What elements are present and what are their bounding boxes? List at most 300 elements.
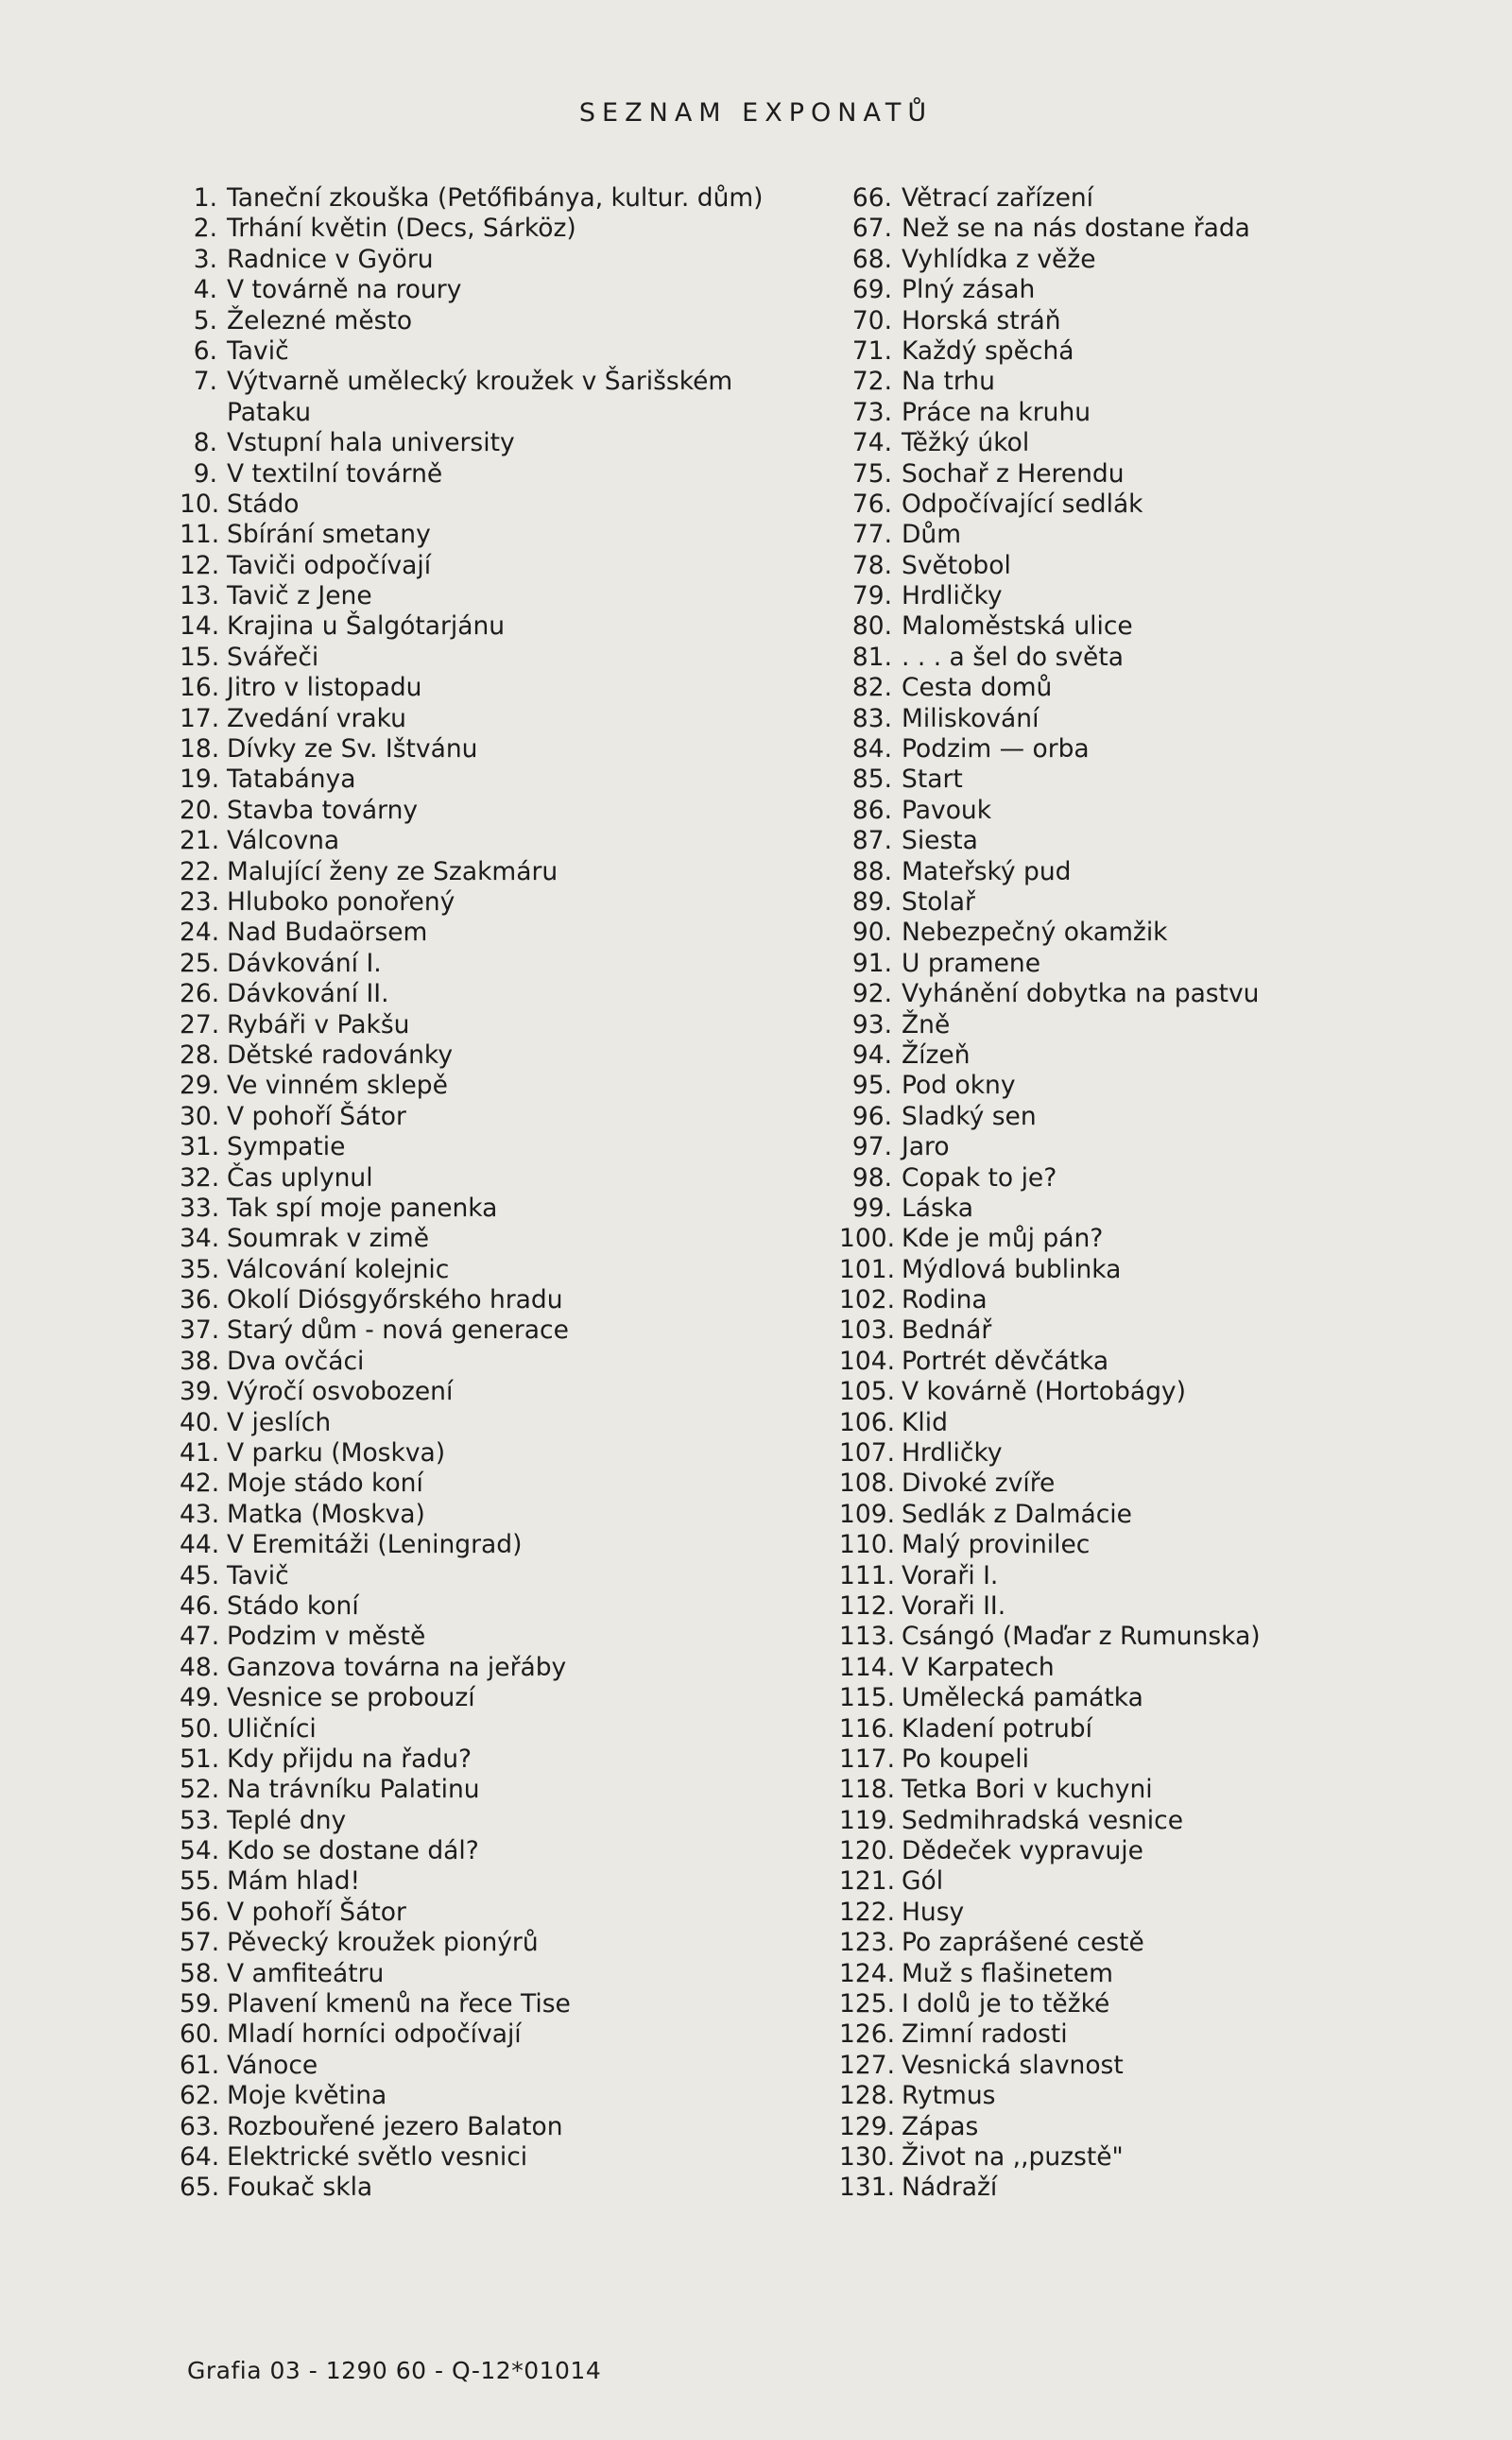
list-item bbox=[839, 918, 1501, 948]
item-number: 80. bbox=[851, 611, 892, 642]
item-title: Hluboko ponořený bbox=[227, 886, 455, 917]
list-item bbox=[839, 490, 1501, 520]
list-item bbox=[839, 1806, 1501, 1836]
item-number: 130. bbox=[839, 2142, 896, 2172]
list-item bbox=[180, 1775, 841, 1805]
item-title: Válcování kolejnic bbox=[227, 1254, 450, 1284]
item-number: 31. bbox=[180, 1132, 220, 1162]
list-item bbox=[839, 551, 1501, 581]
item-number: 108. bbox=[839, 1469, 896, 1499]
item-title: Klid bbox=[902, 1407, 948, 1437]
list-item bbox=[839, 2173, 1501, 2203]
item-title: Po zaprášené cestě bbox=[902, 1928, 1144, 1958]
item-number: 25. bbox=[180, 948, 220, 978]
item-title: Vánoce bbox=[227, 2050, 318, 2080]
list-item bbox=[839, 1315, 1501, 1346]
item-title: Ganzova továrna na jeřáby bbox=[227, 1652, 567, 1682]
item-title: Csángó (Maďar z Rumunska) bbox=[902, 1622, 1261, 1652]
item-title: Rodina bbox=[902, 1285, 988, 1315]
list-item bbox=[839, 428, 1501, 458]
item-title: Radnice v Györu bbox=[227, 244, 434, 274]
list-item bbox=[839, 643, 1501, 673]
list-item bbox=[180, 1530, 841, 1560]
list-item bbox=[180, 2019, 841, 2050]
item-number: 45. bbox=[180, 1560, 220, 1590]
item-title: Taviči odpočívají bbox=[227, 550, 432, 580]
list-item bbox=[180, 2051, 841, 2081]
item-number: 82. bbox=[851, 673, 892, 703]
item-title: Světobol bbox=[902, 550, 1011, 580]
list-item bbox=[839, 1102, 1501, 1132]
list-item bbox=[180, 1469, 841, 1499]
list-item bbox=[839, 1347, 1501, 1377]
item-title: Vesnice se probouzí bbox=[227, 1683, 475, 1713]
item-title: Pavouk bbox=[902, 795, 992, 825]
item-title: Kdy přijdu na řadu? bbox=[227, 1744, 472, 1774]
item-number: 120. bbox=[839, 1836, 896, 1866]
item-title: Siesta bbox=[902, 826, 978, 856]
item-number: 99. bbox=[851, 1193, 892, 1223]
list-item bbox=[180, 1408, 841, 1438]
list-item bbox=[180, 2112, 841, 2142]
list-item bbox=[180, 1744, 841, 1775]
list-item bbox=[180, 1989, 841, 2019]
list-item bbox=[180, 1315, 841, 1346]
item-title: V amfiteátru bbox=[227, 1958, 385, 1988]
list-item bbox=[839, 520, 1501, 550]
item-title: Tavič bbox=[227, 1560, 289, 1590]
list-item bbox=[839, 857, 1501, 887]
list-item bbox=[839, 1653, 1501, 1683]
item-title: Sedmihradská vesnice bbox=[902, 1805, 1184, 1835]
item-number: 117. bbox=[839, 1744, 896, 1774]
item-number: 47. bbox=[180, 1622, 220, 1652]
item-number: 38. bbox=[180, 1346, 220, 1376]
item-number: 1. bbox=[193, 183, 217, 213]
item-title: Rytmus bbox=[902, 2081, 996, 2111]
list-item bbox=[180, 1010, 841, 1040]
list-item bbox=[180, 1285, 841, 1315]
item-number: 69. bbox=[851, 275, 892, 305]
item-title: Trhání květin (Decs, Sárköz) bbox=[227, 214, 576, 244]
item-number: 112. bbox=[839, 1590, 896, 1621]
item-number: 32. bbox=[180, 1162, 220, 1193]
item-number: 84. bbox=[851, 734, 892, 765]
list-item bbox=[839, 1408, 1501, 1438]
item-title: Horská stráň bbox=[902, 305, 1061, 335]
item-title: I dolů je to těžké bbox=[902, 1989, 1110, 2019]
item-title: Malující ženy ze Szakmáru bbox=[227, 856, 558, 886]
item-number: 123. bbox=[839, 1928, 896, 1958]
item-number: 125. bbox=[839, 1989, 896, 2019]
list-item bbox=[180, 1377, 841, 1407]
exhibit-list-right bbox=[839, 183, 1501, 2204]
list-item bbox=[839, 734, 1501, 765]
item-title: Železné město bbox=[227, 305, 413, 335]
list-item bbox=[180, 796, 841, 826]
item-number: 102. bbox=[839, 1285, 896, 1315]
list-item bbox=[839, 979, 1501, 1009]
item-number: 104. bbox=[839, 1346, 896, 1376]
item-title: V pohoří Šátor bbox=[227, 1101, 406, 1131]
list-item bbox=[180, 183, 841, 214]
item-title: Miliskování bbox=[902, 703, 1040, 733]
item-title: Divoké zvíře bbox=[902, 1469, 1056, 1499]
item-title: Podzim v městě bbox=[227, 1622, 426, 1652]
item-number: 74. bbox=[851, 428, 892, 458]
item-title: V textilní továrně bbox=[227, 458, 443, 489]
item-number: 52. bbox=[180, 1775, 220, 1805]
list-item bbox=[839, 2019, 1501, 2050]
item-title: Bednář bbox=[902, 1315, 992, 1346]
item-title: Než se na nás dostane řada bbox=[902, 214, 1250, 244]
item-title: Čas uplynul bbox=[227, 1162, 373, 1193]
list-item bbox=[180, 367, 841, 397]
item-number: 9. bbox=[193, 458, 217, 489]
list-item bbox=[180, 1040, 841, 1071]
item-number: 118. bbox=[839, 1775, 896, 1805]
item-title: U pramene bbox=[902, 948, 1040, 978]
item-number: 11. bbox=[180, 520, 220, 550]
item-title: Výročí osvobození bbox=[227, 1377, 454, 1407]
list-item bbox=[180, 1132, 841, 1162]
list-item bbox=[180, 1959, 841, 1989]
item-title: Uličníci bbox=[227, 1713, 317, 1744]
list-item bbox=[839, 367, 1501, 397]
item-title: Copak to je? bbox=[902, 1162, 1057, 1193]
item-number: 87. bbox=[851, 826, 892, 856]
list-item bbox=[180, 490, 841, 520]
list-item bbox=[180, 1806, 841, 1836]
item-number: 5. bbox=[193, 305, 217, 335]
item-number: 119. bbox=[839, 1805, 896, 1835]
list-item bbox=[839, 1285, 1501, 1315]
item-number: 57. bbox=[180, 1928, 220, 1958]
list-item bbox=[180, 643, 841, 673]
item-number: 68. bbox=[851, 244, 892, 274]
item-number: 101. bbox=[839, 1254, 896, 1284]
item-title: Dům bbox=[902, 520, 962, 550]
list-item bbox=[180, 1866, 841, 1897]
item-number: 86. bbox=[851, 795, 892, 825]
item-number: 71. bbox=[851, 335, 892, 366]
item-title: Tavič z Jene bbox=[227, 581, 372, 611]
item-number: 28. bbox=[180, 1040, 220, 1070]
item-title: Soumrak v zimě bbox=[227, 1224, 430, 1254]
item-number: 88. bbox=[851, 856, 892, 886]
item-title: Práce na kruhu bbox=[902, 397, 1091, 427]
list-item bbox=[839, 1866, 1501, 1897]
item-number: 100. bbox=[839, 1224, 896, 1254]
item-title: Každý spěchá bbox=[902, 335, 1074, 366]
item-title: Dva ovčáci bbox=[227, 1346, 365, 1376]
item-title: Sympatie bbox=[227, 1132, 346, 1162]
item-number: 110. bbox=[839, 1530, 896, 1560]
item-title: Taneční zkouška (Petőfibánya, kultur. dům) bbox=[227, 183, 764, 213]
item-number: 21. bbox=[180, 826, 220, 856]
list-item bbox=[839, 611, 1501, 642]
list-item bbox=[839, 1071, 1501, 1101]
item-number: 60. bbox=[180, 2019, 220, 2050]
item-title: Zvedání vraku bbox=[227, 703, 406, 733]
list-item bbox=[180, 1622, 841, 1652]
item-title: Stádo bbox=[227, 489, 300, 519]
item-number: 131. bbox=[839, 2173, 896, 2203]
item-number: 113. bbox=[839, 1622, 896, 1652]
list-item bbox=[180, 1163, 841, 1194]
item-title: Život na ,,puzstě" bbox=[902, 2142, 1124, 2172]
list-item bbox=[180, 949, 841, 979]
item-number: 49. bbox=[180, 1683, 220, 1713]
item-title: Dědeček vypravuje bbox=[902, 1836, 1143, 1866]
list-item bbox=[180, 887, 841, 918]
item-title: Svářeči bbox=[227, 642, 319, 672]
list-item bbox=[839, 1469, 1501, 1499]
item-number: 24. bbox=[180, 918, 220, 948]
item-title: Start bbox=[902, 765, 963, 795]
list-item bbox=[839, 704, 1501, 734]
item-number: 3. bbox=[193, 244, 217, 274]
item-title: V parku (Moskva) bbox=[227, 1438, 446, 1469]
list-item bbox=[180, 765, 841, 795]
list-item bbox=[839, 2112, 1501, 2142]
print-imprint: Grafia 03 - 1290 60 - Q-12*01014 bbox=[187, 2357, 602, 2384]
item-number: 4. bbox=[193, 275, 217, 305]
item-number: 59. bbox=[180, 1989, 220, 2019]
item-number: 85. bbox=[851, 765, 892, 795]
list-item bbox=[180, 673, 841, 703]
item-title: Dávkování II. bbox=[227, 979, 389, 1009]
list-item bbox=[180, 1102, 841, 1132]
list-item bbox=[180, 459, 841, 490]
item-title: Pěvecký kroužek pionýrů bbox=[227, 1928, 539, 1958]
item-number: 26. bbox=[180, 979, 220, 1009]
list-item bbox=[180, 1836, 841, 1866]
item-title: Vyhlídka z věže bbox=[902, 244, 1096, 274]
item-number: 95. bbox=[851, 1071, 892, 1101]
item-number: 30. bbox=[180, 1101, 220, 1131]
list-item bbox=[180, 275, 841, 305]
item-title: V pohoří Šátor bbox=[227, 1897, 406, 1927]
item-number: 61. bbox=[180, 2050, 220, 2080]
item-title: Tatabánya bbox=[227, 765, 356, 795]
list-item bbox=[180, 1714, 841, 1744]
item-number: 114. bbox=[839, 1652, 896, 1682]
page-title: SEZNAM EXPONATŮ bbox=[578, 98, 934, 128]
item-number: 40. bbox=[180, 1407, 220, 1437]
item-number: 2. bbox=[193, 214, 217, 244]
item-title: Tavič bbox=[227, 335, 289, 366]
list-item bbox=[839, 398, 1501, 428]
item-number: 66. bbox=[851, 183, 892, 213]
list-item bbox=[839, 1500, 1501, 1530]
item-number: 55. bbox=[180, 1866, 220, 1897]
list-item bbox=[839, 1683, 1501, 1713]
item-title: Starý dům - nová generace bbox=[227, 1315, 569, 1346]
item-number: 14. bbox=[180, 611, 220, 642]
item-title: Kladení potrubí bbox=[902, 1713, 1092, 1744]
item-title: Cesta domů bbox=[902, 673, 1053, 703]
item-number: 73. bbox=[851, 397, 892, 427]
item-title: Láska bbox=[902, 1193, 973, 1223]
item-number: 54. bbox=[180, 1836, 220, 1866]
item-title: Portrét děvčátka bbox=[902, 1346, 1109, 1376]
item-number: 43. bbox=[180, 1499, 220, 1529]
item-title: Žízeň bbox=[902, 1040, 971, 1070]
item-number: 124. bbox=[839, 1958, 896, 1988]
item-number: 8. bbox=[193, 428, 217, 458]
list-item bbox=[839, 1714, 1501, 1744]
list-item bbox=[180, 1438, 841, 1469]
item-number: 122. bbox=[839, 1897, 896, 1927]
item-number: 76. bbox=[851, 489, 892, 519]
list-item bbox=[180, 704, 841, 734]
list-item bbox=[839, 765, 1501, 795]
list-item bbox=[839, 245, 1501, 275]
item-title: Moje květina bbox=[227, 2081, 387, 2111]
item-title: Krajina u Šalgótarjánu bbox=[227, 611, 506, 642]
item-title: Muž s flašinetem bbox=[902, 1958, 1113, 1988]
item-number: 75. bbox=[851, 458, 892, 489]
item-title: Malý provinilec bbox=[902, 1530, 1091, 1560]
list-item bbox=[839, 1591, 1501, 1622]
list-item bbox=[839, 1163, 1501, 1194]
item-title: Nebezpečný okamžik bbox=[902, 918, 1168, 948]
item-number: 39. bbox=[180, 1377, 220, 1407]
list-item bbox=[839, 275, 1501, 305]
item-number: 7. bbox=[193, 367, 217, 397]
item-number: 46. bbox=[180, 1590, 220, 1621]
item-number: 89. bbox=[851, 886, 892, 917]
list-item bbox=[839, 673, 1501, 703]
item-title: Voraři II. bbox=[902, 1590, 1006, 1621]
item-number: 33. bbox=[180, 1193, 220, 1223]
item-title: Sladký sen bbox=[902, 1101, 1037, 1131]
exhibit-list-left bbox=[180, 183, 841, 2204]
item-title: Hrdličky bbox=[902, 1438, 1003, 1469]
item-number: 115. bbox=[839, 1683, 896, 1713]
item-title: Dávkování I. bbox=[227, 948, 382, 978]
list-item bbox=[839, 1194, 1501, 1224]
item-title: Mýdlová bublinka bbox=[902, 1254, 1122, 1284]
item-number: 12. bbox=[180, 550, 220, 580]
list-item bbox=[180, 1347, 841, 1377]
list-item bbox=[180, 2142, 841, 2173]
item-number: 22. bbox=[180, 856, 220, 886]
item-number: 64. bbox=[180, 2142, 220, 2172]
list-item bbox=[180, 336, 841, 367]
item-title: V jeslích bbox=[227, 1407, 332, 1437]
item-title: Gól bbox=[902, 1866, 944, 1897]
list-item bbox=[180, 398, 841, 428]
item-title: Mateřský pud bbox=[902, 856, 1072, 886]
item-title: V kovárně (Hortobágy) bbox=[902, 1377, 1186, 1407]
list-item bbox=[180, 1683, 841, 1713]
item-title: Na trávníku Palatinu bbox=[227, 1775, 480, 1805]
item-title: Okolí Diósgyőrského hradu bbox=[227, 1285, 563, 1315]
list-item bbox=[180, 551, 841, 581]
list-item bbox=[839, 459, 1501, 490]
item-title: Kde je můj pán? bbox=[902, 1224, 1104, 1254]
item-title: Stavba továrny bbox=[227, 795, 419, 825]
item-number: 13. bbox=[180, 581, 220, 611]
item-number: 111. bbox=[839, 1560, 896, 1590]
list-item bbox=[839, 306, 1501, 336]
item-title: Plný zásah bbox=[902, 275, 1036, 305]
item-number: 37. bbox=[180, 1315, 220, 1346]
item-number: 91. bbox=[851, 948, 892, 978]
list-item bbox=[839, 1561, 1501, 1591]
list-item bbox=[839, 2081, 1501, 2111]
item-number: 127. bbox=[839, 2050, 896, 2080]
item-title: Větrací zařízení bbox=[902, 183, 1094, 213]
item-title: Husy bbox=[902, 1897, 965, 1927]
item-number: 6. bbox=[193, 335, 217, 366]
item-title: Sbírání smetany bbox=[227, 520, 431, 550]
item-title: Plavení kmenů na řece Tise bbox=[227, 1989, 571, 2019]
list-item bbox=[180, 428, 841, 458]
item-number: 129. bbox=[839, 2111, 896, 2141]
list-item bbox=[180, 1224, 841, 1254]
item-number: 53. bbox=[180, 1805, 220, 1835]
list-item bbox=[839, 1438, 1501, 1469]
list-item bbox=[180, 1500, 841, 1530]
item-number: 109. bbox=[839, 1499, 896, 1529]
list-item bbox=[180, 1255, 841, 1285]
list-item bbox=[839, 2142, 1501, 2173]
item-title: Tak spí moje panenka bbox=[227, 1193, 498, 1223]
item-number: 63. bbox=[180, 2111, 220, 2141]
item-title: Pataku bbox=[227, 397, 311, 427]
item-title: Mám hlad! bbox=[227, 1866, 361, 1897]
item-title: Nádraží bbox=[902, 2173, 998, 2203]
item-number: 78. bbox=[851, 550, 892, 580]
item-number: 42. bbox=[180, 1469, 220, 1499]
item-title: Žně bbox=[902, 1009, 951, 1040]
item-number: 36. bbox=[180, 1285, 220, 1315]
list-item bbox=[839, 1744, 1501, 1775]
item-title: Odpočívající sedlák bbox=[902, 489, 1143, 519]
item-title: V Eremitáži (Leningrad) bbox=[227, 1530, 523, 1560]
list-item bbox=[180, 245, 841, 275]
item-number: 128. bbox=[839, 2081, 896, 2111]
item-title: V Karpatech bbox=[902, 1652, 1055, 1682]
item-number: 62. bbox=[180, 2081, 220, 2111]
list-item bbox=[839, 1132, 1501, 1162]
item-number: 56. bbox=[180, 1897, 220, 1927]
item-number: 96. bbox=[851, 1101, 892, 1131]
list-item bbox=[180, 581, 841, 611]
list-item bbox=[839, 1530, 1501, 1560]
item-number: 18. bbox=[180, 734, 220, 765]
list-item bbox=[180, 1898, 841, 1928]
item-title: Válcovna bbox=[227, 826, 340, 856]
list-item bbox=[180, 1071, 841, 1101]
list-item bbox=[839, 1377, 1501, 1407]
item-number: 126. bbox=[839, 2019, 896, 2050]
list-item bbox=[180, 611, 841, 642]
item-number: 23. bbox=[180, 886, 220, 917]
list-item bbox=[839, 1775, 1501, 1805]
list-item bbox=[839, 1010, 1501, 1040]
item-title: Elektrické světlo vesnici bbox=[227, 2142, 528, 2172]
list-item bbox=[180, 979, 841, 1009]
item-title: Pod okny bbox=[902, 1071, 1016, 1101]
item-title: Kdo se dostane dál? bbox=[227, 1836, 479, 1866]
item-number: 19. bbox=[180, 765, 220, 795]
item-number: 121. bbox=[839, 1866, 896, 1897]
item-title: Sedlák z Dalmácie bbox=[902, 1499, 1132, 1529]
